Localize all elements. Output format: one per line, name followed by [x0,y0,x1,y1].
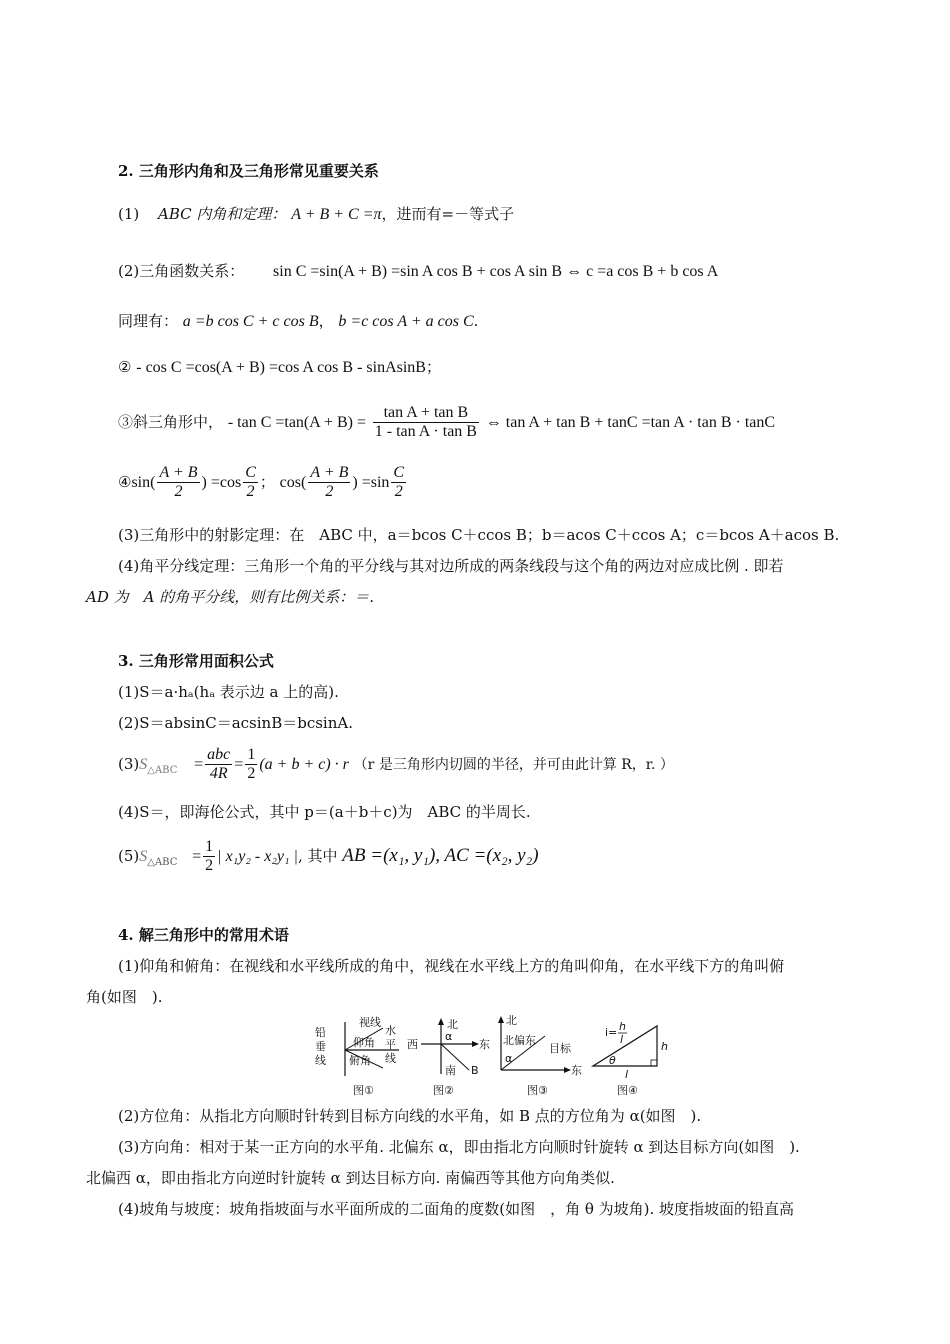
fig4-slope-h: h [619,1020,626,1033]
s2-l6-den-3: 2 [325,483,334,501]
s3-l3-frac-1 [205,746,232,784]
s3-l3-den-1: 4R [209,765,228,783]
fig3-caption: 图③ [527,1084,548,1097]
fig3-east: 东 [571,1064,582,1077]
s3-l5-den: 2 [205,857,214,875]
s4-para-1a: (1)仰角和俯角：在视线和水平线所成的角中，视线在水平线上方的角叫仰角，在水平线下方的角叫俯 [118,957,785,975]
s2-l3-sep: ， [318,312,334,330]
fig4-h: h [661,1040,668,1053]
s2-l6-den-4: 2 [394,483,403,501]
fig1-horiz-1: 水 [385,1024,396,1037]
s2-l6-a: sin( [131,473,156,491]
s3-l3-note: （r 是三角形内切圆的半径，并可由此计算 R，r. ） [353,756,674,773]
s3-l3-eq-2: = [234,755,244,773]
s2-l1-tail: ，进而有=－等式子 [381,205,515,223]
s2-l5-fraction [373,404,479,442]
s3-line-2: (2)S＝absinC＝acsinB＝bcsinA. [118,714,353,732]
s2-line-3 [118,312,478,332]
s2-l6-frac-1 [157,464,199,502]
s3-l3-tail: (a + b + c) · r [259,755,349,773]
s4-para-2: (2)方位角：从指北方向顺时针转到目标方向线的水平角，如 B 点的方位角为 α(如图 ). [118,1107,702,1125]
s3-l3-s: S [139,755,148,773]
s2-l6-c: cos( [279,473,307,491]
s2-l6-circle-num: ④ [118,472,132,491]
s3-l5-mid: , 其中 [297,846,338,865]
s2-l1-text: ABC 内角和定理： [158,205,287,223]
s3-line-5 [118,838,539,876]
s3-l3-prefix: (3) [118,754,140,773]
figure-3 [498,1014,582,1097]
fig1-horiz-3: 线 [385,1052,396,1065]
fig3-north: 北 [506,1014,517,1027]
s3-l3-den-2: 2 [247,765,256,783]
s3-l3-num-2: 1 [245,746,257,765]
s2-l5-lhs: - tan C =tan(A + B) = [227,413,366,431]
s2-l6-frac-3 [308,464,350,502]
fig2-west: 西 [407,1038,418,1051]
s4-para-3a: (3)方向角：相对于某一正方向的水平角. 北偏东 α，即由指北方向顺时针旋转 α 到达目标方向(如图 ). [118,1138,800,1156]
fig2-south: 南 [445,1064,456,1077]
s4-para-1b: 角(如图 ). [86,988,163,1006]
fig1-plumb-1: 铅 [315,1026,326,1039]
fig2-caption: 图② [433,1084,454,1097]
fig4-caption: 图④ [617,1084,638,1097]
s2-l6-num-4: C [391,464,406,483]
s2-l6-sep: ； [259,472,275,491]
section-2-heading: 2. 三角形内角和及三角形常见重要关系 [118,162,379,180]
section-4-heading: 4. 解三角形中的常用术语 [118,926,289,944]
s3-l5-s: S [139,847,148,865]
s3-l3-eq: = [194,755,204,773]
fig2-point-b: B [471,1064,479,1077]
fig2-east: 东 [479,1038,490,1051]
s2-l1-math: A + B + C =π [291,206,382,223]
s2-l6-den-2: 2 [246,483,255,501]
terminology-figures [313,1014,675,1100]
s2-l6-num-1: A + B [157,464,199,483]
s2-l6-b: ) =cos [201,473,242,491]
fig1-plumb-3: 线 [315,1054,326,1067]
s2-l6-d: ) =sin [352,473,390,491]
fig1-horiz-2: 平 [385,1038,396,1051]
s2-l4-math: - cos C =cos(A + B) =cos A cos B - sinAsinB [136,359,426,376]
s4-para-3b: 北偏西 α，即由指北方向逆时针旋转 α 到达目标方向. 南偏西等其他方向角类似. [86,1169,615,1187]
s2-l2-math: sin C =sin(A + B) =sin A cos B + cos A sin B ⇔ c =a cos B + b cos A [273,263,719,280]
fig3-ne-label: 北偏东 [503,1034,536,1047]
s2-l5-num: tan A + tan B [373,404,479,423]
s3-l5-abs: | x₁y₂ - x₂y₁ | [217,847,298,865]
s2-line-1 [118,205,514,225]
s3-line-1: (1)S＝a·hₐ(hₐ 表示边 a 上的高). [118,683,339,701]
fig4-theta: θ [609,1054,616,1067]
figure-4 [593,1020,668,1097]
s4-para-4: (4)坡角与坡度：坡角指坡面与水平面所成的二面角的度数(如图 ，角 θ 为坡角). 坡度指坡面的铅直高 [118,1200,795,1218]
fig4-slope-l: l [620,1033,624,1046]
s3-l5-prefix: (5) [118,846,140,865]
fig1-elevation-label: 仰角 [353,1036,375,1049]
s3-line-3 [118,746,674,784]
section-3-heading: 3. 三角形常用面积公式 [118,652,274,670]
s2-l2-prefix: (2)三角函数关系： [118,262,245,280]
s2-l3-end: . [473,312,479,330]
s2-l6-frac-2 [243,464,258,502]
figures-svg [313,1014,675,1100]
s2-line-5 [118,404,775,442]
s2-l5-circle-num: ③ [118,412,134,431]
s3-l5-eq: = [192,847,202,865]
s2-line-6 [118,464,408,502]
fig1-caption: 图① [353,1084,374,1097]
s2-line-7: (3)三角形中的射影定理：在 ABC 中，a＝bcos C＋ccos B；b＝acos C＋ccos A；c＝bcos A＋acos B. [118,526,840,544]
fig1-plumb-2: 垂 [315,1040,326,1053]
s3-l3-num-1: abc [205,746,232,765]
s3-l5-frac [203,838,215,876]
s3-l5-sub: △ABC [147,856,178,868]
fig1-depression-label: 俯角 [349,1054,371,1067]
figure-2 [407,1018,490,1097]
s3-l5-num: 1 [203,838,215,857]
s2-l6-num-3: A + B [308,464,350,483]
fig3-alpha: α [505,1052,513,1065]
figure-1 [315,1015,399,1097]
s2-l6-num-2: C [243,464,258,483]
s2-line-8: (4)角平分线定理：三角形一个角的平分线与其对边所成的两条线段与这个角的两边对应成比例 . 即若 [118,557,784,575]
s2-l3-math-1: a =b cos C + c cos B [182,313,319,330]
s2-line-4 [118,358,441,378]
s3-l5-vectors: AB =(x₁, y₁), AC =(x₂, y₂) [342,844,539,866]
s2-line-9: AD 为 A 的角平分线，则有比例关系：＝. [86,588,374,606]
s2-l4-end: ； [425,358,441,376]
fig2-north: 北 [447,1018,458,1031]
s2-l4-circle-num: ② [118,358,132,376]
fig2-alpha: α [445,1030,453,1043]
s2-l6-frac-4 [391,464,406,502]
s2-l1-prefix: (1) [118,205,140,223]
fig4-l: l [625,1068,629,1081]
s2-l3-prefix: 同理有： [118,312,179,330]
s2-line-2 [118,262,718,282]
s2-l6-den-1: 2 [174,483,183,501]
s3-l3-frac-2 [245,746,257,784]
fig1-sight-label: 视线 [359,1016,381,1029]
s3-l3-sub: △ABC [147,764,178,776]
s2-l5-text: 斜三角形中， [133,412,224,431]
s2-l3-math-2: b =c cos A + a cos C [338,313,474,330]
s2-l5-rhs: ⇔ tan A + tan B + tanC =tan A · tan B · tanC [485,413,776,431]
s3-line-4: (4)S＝，即海伦公式，其中 p＝(a＋b＋c)为 ABC 的半周长. [118,803,531,821]
s2-l5-den: 1 - tan A · tan B [374,423,477,441]
fig3-target: 目标 [549,1042,571,1055]
fig4-slope: i= [605,1026,618,1039]
